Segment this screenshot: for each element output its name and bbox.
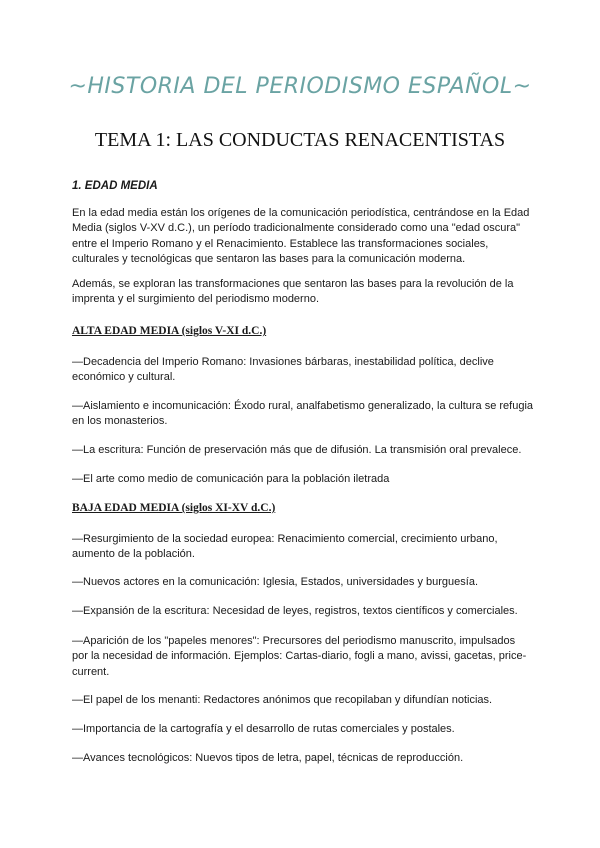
list-item: —La escritura: Función de preservación más que de difusión. La transmisión oral prevalece. <box>72 444 522 456</box>
section-title: 1. EDAD MEDIA <box>72 180 158 192</box>
list-item: —Avances tecnológicos: Nuevos tipos de letra, papel, técnicas de reproducción. <box>72 752 464 764</box>
list-item: —Nuevos actores en la comunicación: Iglesia, Estados, universidades y burguesía. <box>72 576 478 588</box>
intro-paragraph: En la edad media están los orígenes de la comunicación periodística, centrándose en la Edad Media (siglos V-XV d.C.), un período tradicionalmente considerado como una "edad oscura" entre el Imperio Romano y el Renacimiento. Establece las transformaciones sociales, culturales y tecnológicas que sentaron las bases para la comunicación moderna. <box>72 207 530 266</box>
intro-paragraph: Además, se exploran las transformaciones que sentaron las bases para la revolución de la imprenta y el surgimiento del periodismo moderno. <box>72 278 514 306</box>
tema-title: TEMA 1: LAS CONDUCTAS RENACENTISTAS <box>94 129 506 151</box>
alta-edad-media-heading: ALTA EDAD MEDIA (siglos V-XI d.C.) <box>72 325 267 337</box>
list-item: —El arte como medio de comunicación para la población iletrada <box>72 473 390 485</box>
list-item: —Aparición de los "papeles menores": Precursores del periodismo manuscrito, impulsados por la necesidad de información. Ejemplos: Cartas-diario, fogli a mano, avissi, gacetas, price-current. <box>72 635 527 678</box>
list-item: —Expansión de la escritura: Necesidad de leyes, registros, textos científicos y comerciales. <box>72 605 518 617</box>
main-title: ~HISTORIA DEL PERIODISMO ESPAÑOL~ <box>68 74 532 99</box>
list-item: —Aislamiento e incomunicación: Éxodo rural, analfabetismo generalizado, la cultura se refugia en los monasterios. <box>72 400 534 428</box>
list-item: —Resurgimiento de la sociedad europea: Renacimiento comercial, crecimiento urbano, aumento de la población. <box>72 533 498 561</box>
baja-edad-media-heading: BAJA EDAD MEDIA (siglos XI-XV d.C.) <box>72 502 276 514</box>
list-item: —El papel de los menanti: Redactores anónimos que recopilaban y difundían noticias. <box>72 694 493 706</box>
list-item: —Importancia de la cartografía y el desarrollo de rutas comerciales y postales. <box>72 723 455 735</box>
list-item: —Decadencia del Imperio Romano: Invasiones bárbaras, inestabilidad política, declive económico y cultural. <box>72 356 494 384</box>
